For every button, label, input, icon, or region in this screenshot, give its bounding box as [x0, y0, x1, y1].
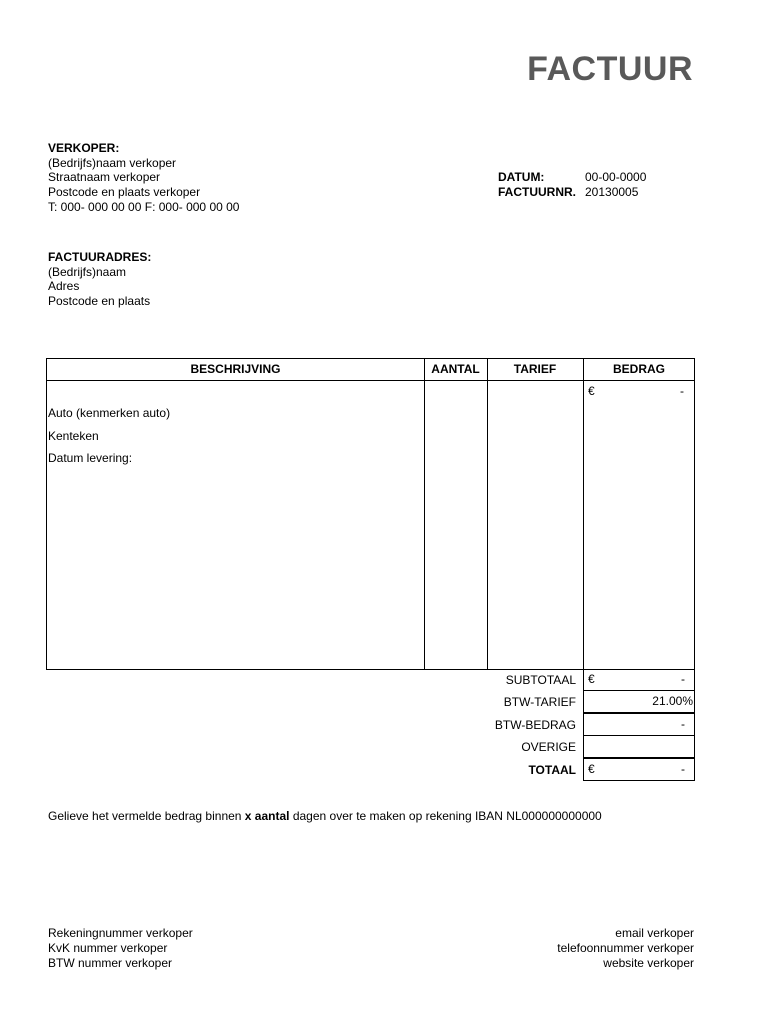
items-table: [46, 358, 695, 670]
header-description: BESCHRIJVING: [190, 362, 281, 376]
vat-rate-value: 21.00%: [652, 694, 693, 708]
seller-street: Straatnaam verkoper: [48, 170, 161, 185]
invoice-number-label: FACTUURNR.: [498, 185, 576, 199]
description-line: Kenteken: [48, 429, 99, 443]
total-value: -: [681, 762, 685, 776]
other-label: OVERIGE: [521, 740, 576, 754]
vat-rate-label: BTW-TARIEF: [503, 695, 576, 709]
vat-rate-box: [583, 691, 695, 713]
header-rate: TARIEF: [513, 362, 557, 376]
vat-number: BTW nummer verkoper: [48, 956, 173, 970]
column-divider: [424, 359, 425, 669]
subtotal-currency: €: [588, 672, 595, 686]
total-box: [583, 758, 695, 781]
seller-heading: VERKOPER:: [48, 141, 120, 155]
billing-name: (Bedrijfs)naam: [48, 264, 127, 279]
subtotal-value: -: [681, 672, 685, 686]
notice-days: x aantal: [244, 809, 290, 823]
seller-block: [48, 141, 239, 215]
total-label: TOTAAL: [528, 763, 576, 777]
kvk-number: KvK nummer verkoper: [48, 941, 168, 955]
invoice-title: FACTUUR: [527, 50, 693, 88]
description-line: Datum levering:: [48, 451, 133, 465]
seller-phone: telefoonnummer verkoper: [557, 941, 694, 955]
other-box: [583, 736, 695, 758]
invoice-meta: [498, 170, 646, 200]
notice-text-after: dagen over te maken op rekening IBAN NL000000000000: [289, 809, 602, 823]
total-currency: €: [588, 762, 595, 776]
invoice-number-value: 20130005: [585, 185, 639, 199]
footer-left: [48, 926, 193, 971]
billing-address: Adres: [48, 279, 80, 294]
seller-email: email verkoper: [615, 926, 694, 940]
amount-currency: €: [588, 384, 595, 398]
vat-amount-value: -: [681, 717, 685, 731]
billing-block: [48, 250, 151, 309]
billing-heading: FACTUURADRES:: [48, 250, 152, 264]
vat-amount-label: BTW-BEDRAG: [494, 718, 576, 732]
amount-value: -: [680, 384, 684, 398]
vat-amount-box: [583, 713, 695, 736]
column-divider: [487, 359, 488, 669]
seller-name: (Bedrijfs)naam verkoper: [48, 155, 177, 170]
header-amount: BEDRAG: [612, 362, 665, 376]
footer-right: [557, 926, 694, 971]
description-line: Auto (kenmerken auto): [48, 406, 171, 420]
seller-postcode-city: Postcode en plaats verkoper: [48, 185, 201, 200]
billing-postcode-city: Postcode en plaats: [48, 294, 151, 309]
column-divider: [583, 359, 584, 669]
seller-phone-fax: T: 000- 000 00 00 F: 000- 000 00 00: [48, 199, 240, 214]
seller-website: website verkoper: [603, 956, 694, 970]
date-value: 00-00-0000: [585, 170, 647, 184]
date-label: DATUM:: [498, 170, 545, 184]
notice-text-before: Gelieve het vermelde bedrag binnen: [48, 809, 245, 823]
subtotal-box: [583, 669, 695, 691]
payment-notice: [48, 809, 602, 823]
header-quantity: AANTAL: [431, 362, 480, 376]
subtotal-label: SUBTOTAAL: [505, 673, 576, 687]
account-number: Rekeningnummer verkoper: [48, 926, 193, 940]
